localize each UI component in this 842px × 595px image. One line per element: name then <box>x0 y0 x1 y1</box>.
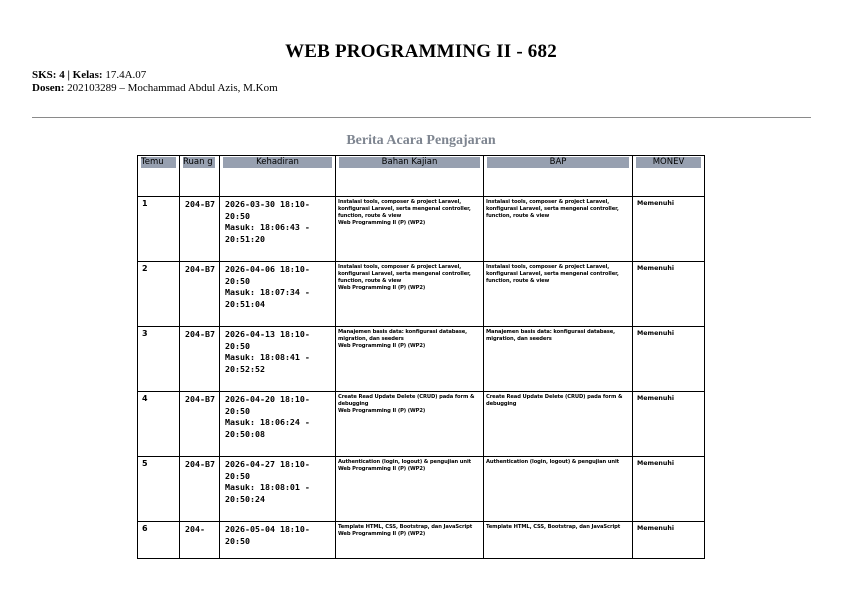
masuk-text: Masuk: 18:06:43 - 20:51:20 <box>225 222 310 244</box>
jadwal-text: 2026-05-04 18:10-20:50 <box>225 524 310 546</box>
ruang-cell: 204-B7 <box>185 264 215 274</box>
bap-cell: Template HTML, CSS, Bootstrap, dan JavaScript <box>486 524 621 530</box>
ruang-cell: 204-B7 <box>185 329 215 339</box>
bahan-kajian-cell <box>336 457 483 473</box>
jadwal-text: 2026-04-13 18:10-20:50 <box>225 329 310 351</box>
bap-cell: Instalasi tools, composer & project Laravel, konfigurasi Laravel, serta mengenal controller, function, route & view <box>486 264 619 284</box>
bahan-kajian-cell <box>336 197 483 227</box>
column-header-bap: BAP <box>484 156 633 197</box>
kehadiran-cell <box>220 262 335 310</box>
masuk-text: Masuk: 18:08:01 - 20:50:24 <box>225 482 310 504</box>
kehadiran-cell <box>220 327 335 375</box>
bahan-kajian-cell <box>336 327 483 350</box>
monev-cell: Memenuhi <box>637 265 674 272</box>
temu-cell: 6 <box>142 524 148 533</box>
jadwal-text: 2026-04-06 18:10-20:50 <box>225 264 310 286</box>
bap-cell: Create Read Update Delete (CRUD) pada form & debugging <box>486 394 623 407</box>
kelas-label: | Kelas: <box>67 69 103 81</box>
kehadiran-cell <box>220 197 335 245</box>
table-row <box>138 262 705 327</box>
monev-cell: Memenuhi <box>637 330 674 337</box>
table-row <box>138 392 705 457</box>
course-meta-line <box>32 69 146 82</box>
monev-cell: Memenuhi <box>637 395 674 402</box>
kehadiran-cell <box>220 392 335 440</box>
bahan-text: Template HTML, CSS, Bootstrap, dan JavaScript <box>338 524 473 530</box>
table-row <box>138 457 705 522</box>
table-row <box>138 522 705 559</box>
document-title: WEB PROGRAMMING II - 682 <box>285 41 557 62</box>
temu-cell: 5 <box>142 459 148 468</box>
jadwal-text: 2026-04-27 18:10-20:50 <box>225 459 310 481</box>
column-header-monev: MONEV <box>633 156 705 197</box>
ruang-cell: 204- <box>185 524 205 534</box>
jadwal-text: 2026-03-30 18:10-20:50 <box>225 199 310 221</box>
kelas-value: 17.4A.07 <box>105 69 147 81</box>
temu-cell: 1 <box>142 199 148 208</box>
bahan-text: Create Read Update Delete (CRUD) pada form & debugging <box>338 394 475 407</box>
jadwal-text: 2026-04-20 18:10-20:50 <box>225 394 310 416</box>
column-header-ruang: Ruan g <box>180 156 220 197</box>
bahan-kajian-cell <box>336 522 483 538</box>
sks-label: SKS: <box>32 69 57 81</box>
bap-cell: Manajemen basis data: konfigurasi database, migration, dan seeders <box>486 329 616 342</box>
dosen-value: 202103289 – Mochammad Abdul Azis, M.Kom <box>67 82 278 94</box>
matkul-text: Web Programming II (P) (WP2) <box>338 531 426 537</box>
column-header-kehadiran: Kehadiran <box>220 156 336 197</box>
matkul-text: Web Programming II (P) (WP2) <box>338 220 426 226</box>
monev-cell: Memenuhi <box>637 460 674 467</box>
matkul-text: Web Programming II (P) (WP2) <box>338 466 426 472</box>
masuk-text: Masuk: 18:08:41 - 20:52:52 <box>225 352 310 374</box>
matkul-text: Web Programming II (P) (WP2) <box>338 285 426 291</box>
masuk-text: Masuk: 18:06:24 - 20:50:08 <box>225 417 310 439</box>
matkul-text: Web Programming II (P) (WP2) <box>338 408 426 414</box>
lecturer-line <box>32 82 278 95</box>
table-row <box>138 327 705 392</box>
bahan-kajian-cell <box>336 262 483 292</box>
table-row <box>138 197 705 262</box>
column-header-bahan-kajian: Bahan Kajian <box>336 156 484 197</box>
monev-cell: Memenuhi <box>637 525 674 532</box>
matkul-text: Web Programming II (P) (WP2) <box>338 343 426 349</box>
kehadiran-cell <box>220 457 335 505</box>
dosen-label: Dosen: <box>32 82 65 94</box>
temu-cell: 3 <box>142 329 148 338</box>
bahan-text: Instalasi tools, composer & project Laravel, konfigurasi Laravel, serta mengenal controller, function, route & view <box>338 199 471 219</box>
monev-cell: Memenuhi <box>637 200 674 207</box>
ruang-cell: 204-B7 <box>185 199 215 209</box>
bap-table <box>137 155 705 559</box>
bap-cell: Instalasi tools, composer & project Laravel, konfigurasi Laravel, serta mengenal controller, function, route & view <box>486 199 619 219</box>
bahan-text: Authentication (login, logout) & pengujian unit <box>338 459 472 465</box>
bahan-kajian-cell <box>336 392 483 415</box>
temu-cell: 2 <box>142 264 148 273</box>
bahan-text: Instalasi tools, composer & project Laravel, konfigurasi Laravel, serta mengenal controller, function, route & view <box>338 264 471 284</box>
column-header-temu: Temu <box>138 156 180 197</box>
section-title: Berita Acara Pengajaran <box>346 133 496 148</box>
sks-value: 4 <box>59 69 65 81</box>
temu-cell: 4 <box>142 394 148 403</box>
table-header-row <box>138 156 705 197</box>
ruang-cell: 204-B7 <box>185 459 215 469</box>
bap-cell: Authentication (login, logout) & pengujian unit <box>486 459 620 465</box>
header-divider <box>32 117 811 118</box>
ruang-cell: 204-B7 <box>185 394 215 404</box>
masuk-text: Masuk: 18:07:34 - 20:51:04 <box>225 287 310 309</box>
bahan-text: Manajemen basis data: konfigurasi database, migration, dan seeders <box>338 329 468 342</box>
kehadiran-cell <box>220 522 335 547</box>
